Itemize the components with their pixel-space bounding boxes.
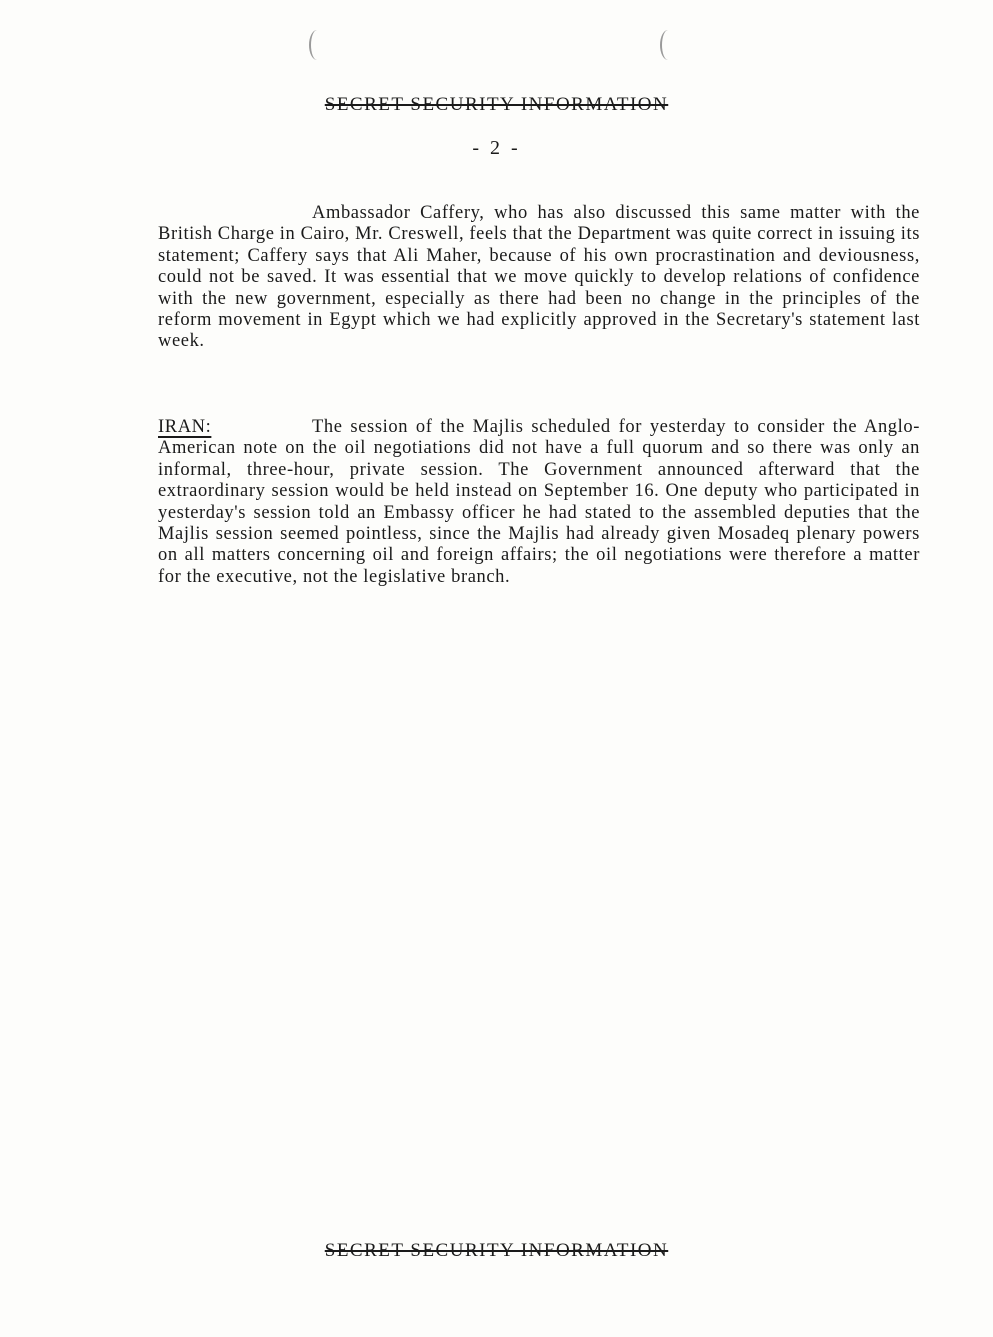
punch-hole-mark <box>309 30 325 60</box>
egypt-paragraph: Ambassador Caffery, who has also discussed this same matter with the British Charge in Cairo, Mr. Creswell, feels that the Department was quite correct in issuing its statement; Caffery says that Ali Maher, because of his own procrastination and deviousness, could not be saved. It was essential that we move quickly to develop relations of confidence with the new government, especially as there had been no change in the principles of the reform movement in Egypt which we had explicitly approved in the Secretary's statement last week. <box>158 203 920 352</box>
header-classification: SECRET SECURITY INFORMATION <box>324 94 669 115</box>
iran-paragraph: The session of the Majlis scheduled for yesterday to consider the Anglo-American note on the oil negotiations did not have a full quorum and so there was only an informal, three-hour, private session. The Government announced afterward that the extraordinary session would be held instead on September 16. One deputy who participated in yesterday's session told an Embassy officer he had stated to the assembled deputies that the Majlis session seemed pointless, since the Majlis had already given Mosadeq plenary powers on all matters concerning oil and foreign affairs; the oil negotiations were therefore a matter for the executive, not the legislative branch. <box>158 417 920 587</box>
punch-hole-mark <box>660 30 676 60</box>
iran-label: IRAN: <box>158 417 212 437</box>
page-number: - 2 - <box>472 137 521 159</box>
footer-classification: SECRET SECURITY INFORMATION <box>324 1240 669 1261</box>
iran-section <box>158 417 920 588</box>
